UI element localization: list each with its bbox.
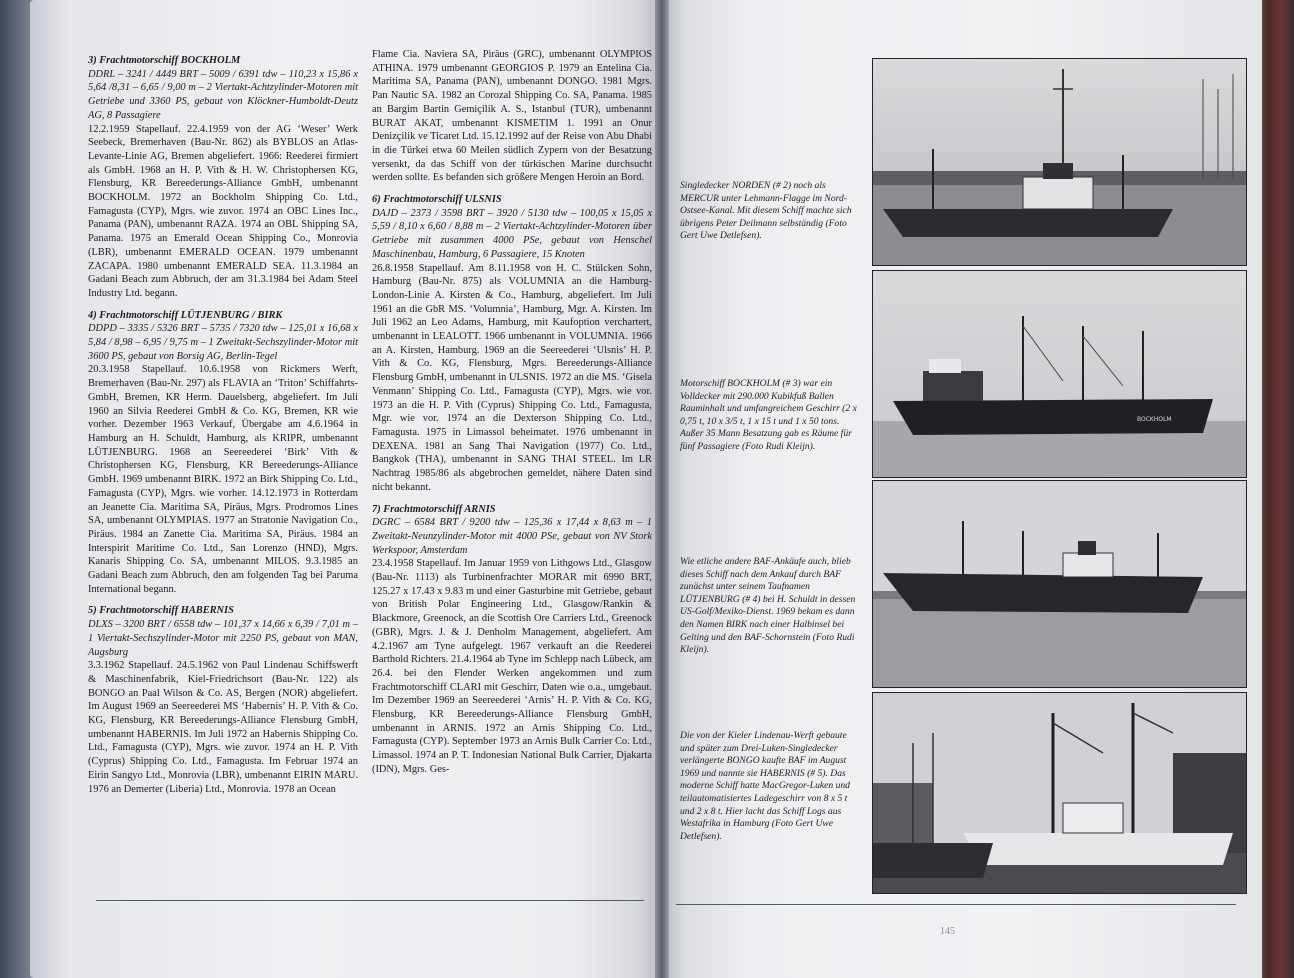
section-specs: DAJD – 2373 / 3598 BRT – 3920 / 5130 tdw – 100,05 x 15,05 x 5,59 / 8,10 x 6,60 / 8,88 m – 2 Viertakt-Achtzylinder-Motoren über Getriebe mit zusammen 4000 PSe, gebaut von Henschel Maschinenbau, Hamburg, 6 Passagiere, 15 Knoten [372, 207, 652, 260]
text-column-2 [372, 48, 652, 777]
photo-bockholm [872, 270, 1247, 478]
section-heading: 3) Frachtmotorschiff BOCKHOLM [88, 55, 241, 66]
photo-caption-3: Wie etliche andere BAF-Ankäufe auch, blieb dieses Schiff nach dem Ankauf durch BAF zunächst unter seinem Taufnamen LÜTJENBURG (# 4) bei H. Schuldt in dessen US-Golf/Mexiko-Dienst. 1969 bekam es dann den Namen BIRK nach einer Halbinsel bei Gelting und den BAF-Schornstein (Foto Rudi Kleijn). [680, 556, 856, 656]
section-body: Flame Cia. Naviera SA, Piräus (GRC), umbenannt OLYMPIOS ATHINA. 1979 umbenannt GEORGIOS P. 1979 an Entelina Cia. Maritima SA, Panama (PAN), umbenannt DONGO. 1981 Mgrs. Pan Nautic SA. 1982 an Corozal Shipping Co. SA, Panama. 1985 an Bargim Bartin Gemiçilik A. S., Istanbul (TUR), umbenannt BURAT AKAT, umbenannt KISMETIM 1. 1991 an Onur Denizçilik ve Ticaret Ltd. 15.12.1992 auf der Reise von Abu Dhabi in die Türkei etwa 60 Meilen südlich Zypern von der Besatzung versenkt, da das Schiff von der türkischen Marine durchsucht werden sollte. Es befanden sich größere Mengen Heroin an Bord. [372, 49, 652, 184]
ship-name-label: BOCKHOLM [1137, 416, 1172, 423]
photo-caption-4: Die von der Kieler Lindenau-Werft gebaute und später zum Drei-Luken-Singledecker verlängerte BONGO kaufte BAF im August 1969 und nannte sie HABERNIS (# 5). Das moderne Schiff hatte MacGregor-Luken und teilautomatisiertes Ladegeschirr von 8 x 5 t und 2 x 8 t. Hier lacht das Schiff Logs aus Westafrika in Hamburg (Foto Gert Uwe Detlefsen). [680, 730, 850, 842]
section-arnis [372, 503, 652, 777]
section-habernis [88, 604, 358, 796]
section-habernis-continued [372, 48, 652, 185]
photo-luetjenburg [872, 480, 1247, 688]
section-luetjenburg [88, 309, 358, 597]
section-bockholm [88, 54, 358, 301]
section-heading: 5) Frachtmotorschiff HABERNIS [88, 605, 234, 617]
section-ulsnis [372, 193, 652, 494]
section-heading: 6) Frachtmotorschiff ULSNIS [372, 194, 502, 206]
section-body: 3.3.1962 Stapellauf. 24.5.1962 von Paul Lindenau Schiffswerft & Maschinenfabrik, Kiel-Friedrichsort (Bau-Nr. 122) als BONGO an Paal Wilson & Co. AS, Bergen (NOR) abgeliefert. Im August 1969 an Seereederei MS ‘Habernis’ H. P. Vith & Co. KG, Flensburg, KR Bereederungs-Alliance Flensburg GmbH, umbenannt HABERNIS. Im Juli 1972 an Habernis Shipping Co. Ltd., Famagusta (CYP), Mgrs. wie zuvor. 1974 an H. P. Vith (Cyprus) Shipping Co. Ltd., Famagusta. Im Februar 1974 an Eirin Sangyo Ltd., Monrovia (LBR), umbenannt EIRIN MARU. 1976 an Demerter (Liberia) Ltd., Monrovia. 1978 an Ocean [88, 660, 358, 795]
photo-caption-1: Singledecker NORDEN (# 2) noch als MERCUR unter Lehmann-Flagge im Nord-Ostsee-Kanal. Mit diesem Schiff machte sich übrigens Peter Deilmann selbständig (Foto Gert Uwe Detlefsen). [680, 180, 852, 242]
photo-norden [872, 58, 1247, 266]
section-specs: DGRC – 6584 BRT / 9200 tdw – 125,36 x 17,44 x 8,63 m – 1 Zweitakt-Neunzylinder-Motor mit 4000 PSe, gebaut von NV Stork Werkspoor, Amsterdam [372, 517, 652, 556]
section-specs: DLXS – 3200 BRT / 6558 tdw – 101,37 x 14,66 x 6,39 / 7,01 m – 1 Viertakt-Sechszylinder-Motor mit 2250 PS, gebaut von MAN, Augsburg [88, 619, 358, 658]
photo-habernis [872, 692, 1247, 894]
section-heading: 7) Frachtmotorschiff ARNIS [372, 503, 496, 515]
section-specs: DDRL – 3241 / 4449 BRT – 5009 / 6391 tdw – 110,23 x 15,86 x 5,64 /8,31 – 6,65 / 9,00 m – 2 Viertakt-Achtzylinder-Motoren mit Getriebe und 3360 PS, gebaut von Klöckner-Humboldt-Deutz AG, 8 Passagiere [88, 68, 358, 121]
photo-caption-2: Motorschiff BOCKHOLM (# 3) war ein Volldecker mit 290.000 Kubikfuß Ballen Rauminhalt und umfangreichem Geschirr (2 x 0,75 t, 10 x 3/5 t, 1 x 15 t und 1 x 50 tons. Außer 35 Mann Besatzung gab es Räume für fünf Passagiere (Foto Rudi Kleijn). [680, 378, 857, 452]
section-specs: DDPD – 3335 / 5326 BRT – 5735 / 7320 tdw – 125,01 x 16,68 x 5,84 / 8,98 – 6,95 / 9,75 m – 1 Zweitakt-Sechszylinder-Motor mit 3600 PS, gebaut von Borsig AG, Berlin-Tegel [88, 323, 358, 362]
section-body: 26.8.1958 Stapellauf. Am 8.11.1958 von H. C. Stülcken Sohn, Hamburg (Bau-Nr. 875) als VOLUMNIA an die Hamburg-London-Linie A. Kirsten & Co., Hamburg, abgeliefert. Im Juli 1961 an die GbR MS. ‘Volumnia’, Hamburg, Mgr. A. Kirsten. Im Juli 1962 an Leo Adams, Hamburg, mit Kaufoption verchartert, umbenannt in LEALOTT. 1966 umbenannt in VOLUMNIA. 1966 an A. Kirsten, Hamburg. 1969 an die Seereederei ‘Ulsnis’ H. P. Vith & Co. KG, Flensburg, Mgrs. Bereederungs-Alliance Flensburg GmbH, umbenannt in ULSNIS. 1972 an die MS. ‘Gisela Venmann’ Shipping Co. Ltd., Famagusta (CYP), Mgrs. wie vor. 1973 an die H. P. Vith (Cyprus) Shipping Co. Ltd., Famagusta, Mgr. wie vor. 1974 an die Dexterson Shipping Co. Ltd., Famagusta. 1975 in Limassol beheimatet. 1976 umbenannt in DEXENA. 1981 an Sang Thai Navigation (1977) Co. Ltd., Bangkok (THA), umbenannt in SANG THAI STEEL. Im LR Nachtrag 1985/86 als abgebrochen gemeldet, nähere Daten sind nicht bekannt. [372, 262, 652, 493]
section-body: 12.2.1959 Stapellauf. 22.4.1959 von der AG ‘Weser’ Werk Seebeck, Bremerhaven (Bau-Nr. 862) als BYBLOS an Atlas-Levante-Linie AG, Bremen abgeliefert. 1966: Reederei firmiert als GmbH. 1968 an H. P. Vith & H. W. Christophersen KG, Flensburg, KR Bereederungs-Alliance GmbH, umbenannt BOCKHOLM. 1972 an Bockholm Shipping Co. Ltd., Famagusta (CYP), Mgrs. wie zuvor. 1974 an OBC Lines Inc., Panama (PAN), umbenannt RAZA. 1974 an OBL Shipping SA, Panama. 1975 an Emerald Ocean Shipping Co., Monrovia (LBR), umbenannt EMERALD OCEAN. 1979 umbenannt ZACAPA. 1980 umbenannt EMERALD SEA. 11.3.1984 an Gadani Beach zum Abbruch, der am 31.3.1984 bei Adam Steel Industry Ltd. begann. [88, 123, 358, 299]
section-heading: 4) Frachtmotorschiff LÜTJENBURG / BIRK [88, 309, 283, 321]
footer-rule-right [676, 904, 1236, 905]
text-column-1 [88, 54, 358, 796]
section-body: 20.3.1958 Stapellauf. 10.6.1958 von Rickmers Werft, Bremerhaven (Bau-Nr. 297) als FLAVIA an ‘Triton’ Schiffahrts-GmbH, Bremen, KR Herm. Dauelsberg, abgeliefert. Im Juli 1960 an Silvia Reederei GmbH & Co. KG, Bremen, KR wie vorher. Dezember 1963 Verkauf, Übergabe am 4.6.1964 in Hamburg an H. Schuldt, Hamburg, als KRIPR, umbenannt LÜTJENBURG. 1968 an Seereederei ‘Birk’ Vith & Christophersen KG, Flensburg, KR Bereederungs-Alliance GmbH. 1969 umbenannt BIRK. 1972 an Birk Shipping Co. Ltd., Famagusta (CYP), Mgrs. wie vorher. 14.12.1973 in Rotterdam an Jeanette Cia. Maritima SA, Piräus, Mgrs. Prodromos Lines SA, umbenannt OLYMPIAS. 1977 an Stratonie Navigation Co., Piräus. 1984 an Zanette Cia. Maritima SA, Piräus. 1984 an Interspirit Maritime Co. Ltd., San Lorenzo (HND), Mgrs. Kanaris Shipping Co. SA, umbenannt MILOS. 9.3.1985 an Gadani Beach zum Abbruch, den am folgenden Tag bei Paruma International begann. [88, 364, 358, 595]
section-body: 23.4.1958 Stapellauf. Im Januar 1959 von Lithgows Ltd., Glasgow (Bau-Nr. 1113) als Turbinenfrachter MORAR mit 6990 BRT, 125.27 x 17.43 x 9.83 m und einer Gasturbine mit Getriebe, gebaut von British Polar Engineering Ltd., Glasgow/Rankin & Blackmore, Greenock, an die Scottish Ore Carriers Ltd., Greenock (GBR), Mgrs. J. & J. Denholm Management, abgeliefert. Am 4.2.1967 am Tyne aufgelegt. 1967 verkauft an die Reederei Barthold Richters. 21.4.1964 ab Tyne im Schlepp nach Lübeck, am 26.4. bei den Flender Werken angekommen und zum Frachtmotorschiff CLARI mit Geschirr, Daten wie o.a., umgebaut. Im Dezember 1969 an Seereederei ‘Arnis’ H. P. Vith & Co. KG, Flensburg, KR Bereederungs-Alliance Flensburg GmbH, umbenannt in ARNIS. 1972 an Arnis Shipping Co. Ltd., Famagusta (CYP). September 1973 an Arnis Bulk Carrier Co. Ltd., Limassol. 1974 an P. T. Indonesian National Bulk Carrier, Djakarta (IDN), Mgrs. Ges- [372, 558, 652, 775]
book-gutter [655, 0, 669, 978]
footer-rule-left [96, 900, 644, 901]
page-number: 145 [940, 926, 955, 937]
